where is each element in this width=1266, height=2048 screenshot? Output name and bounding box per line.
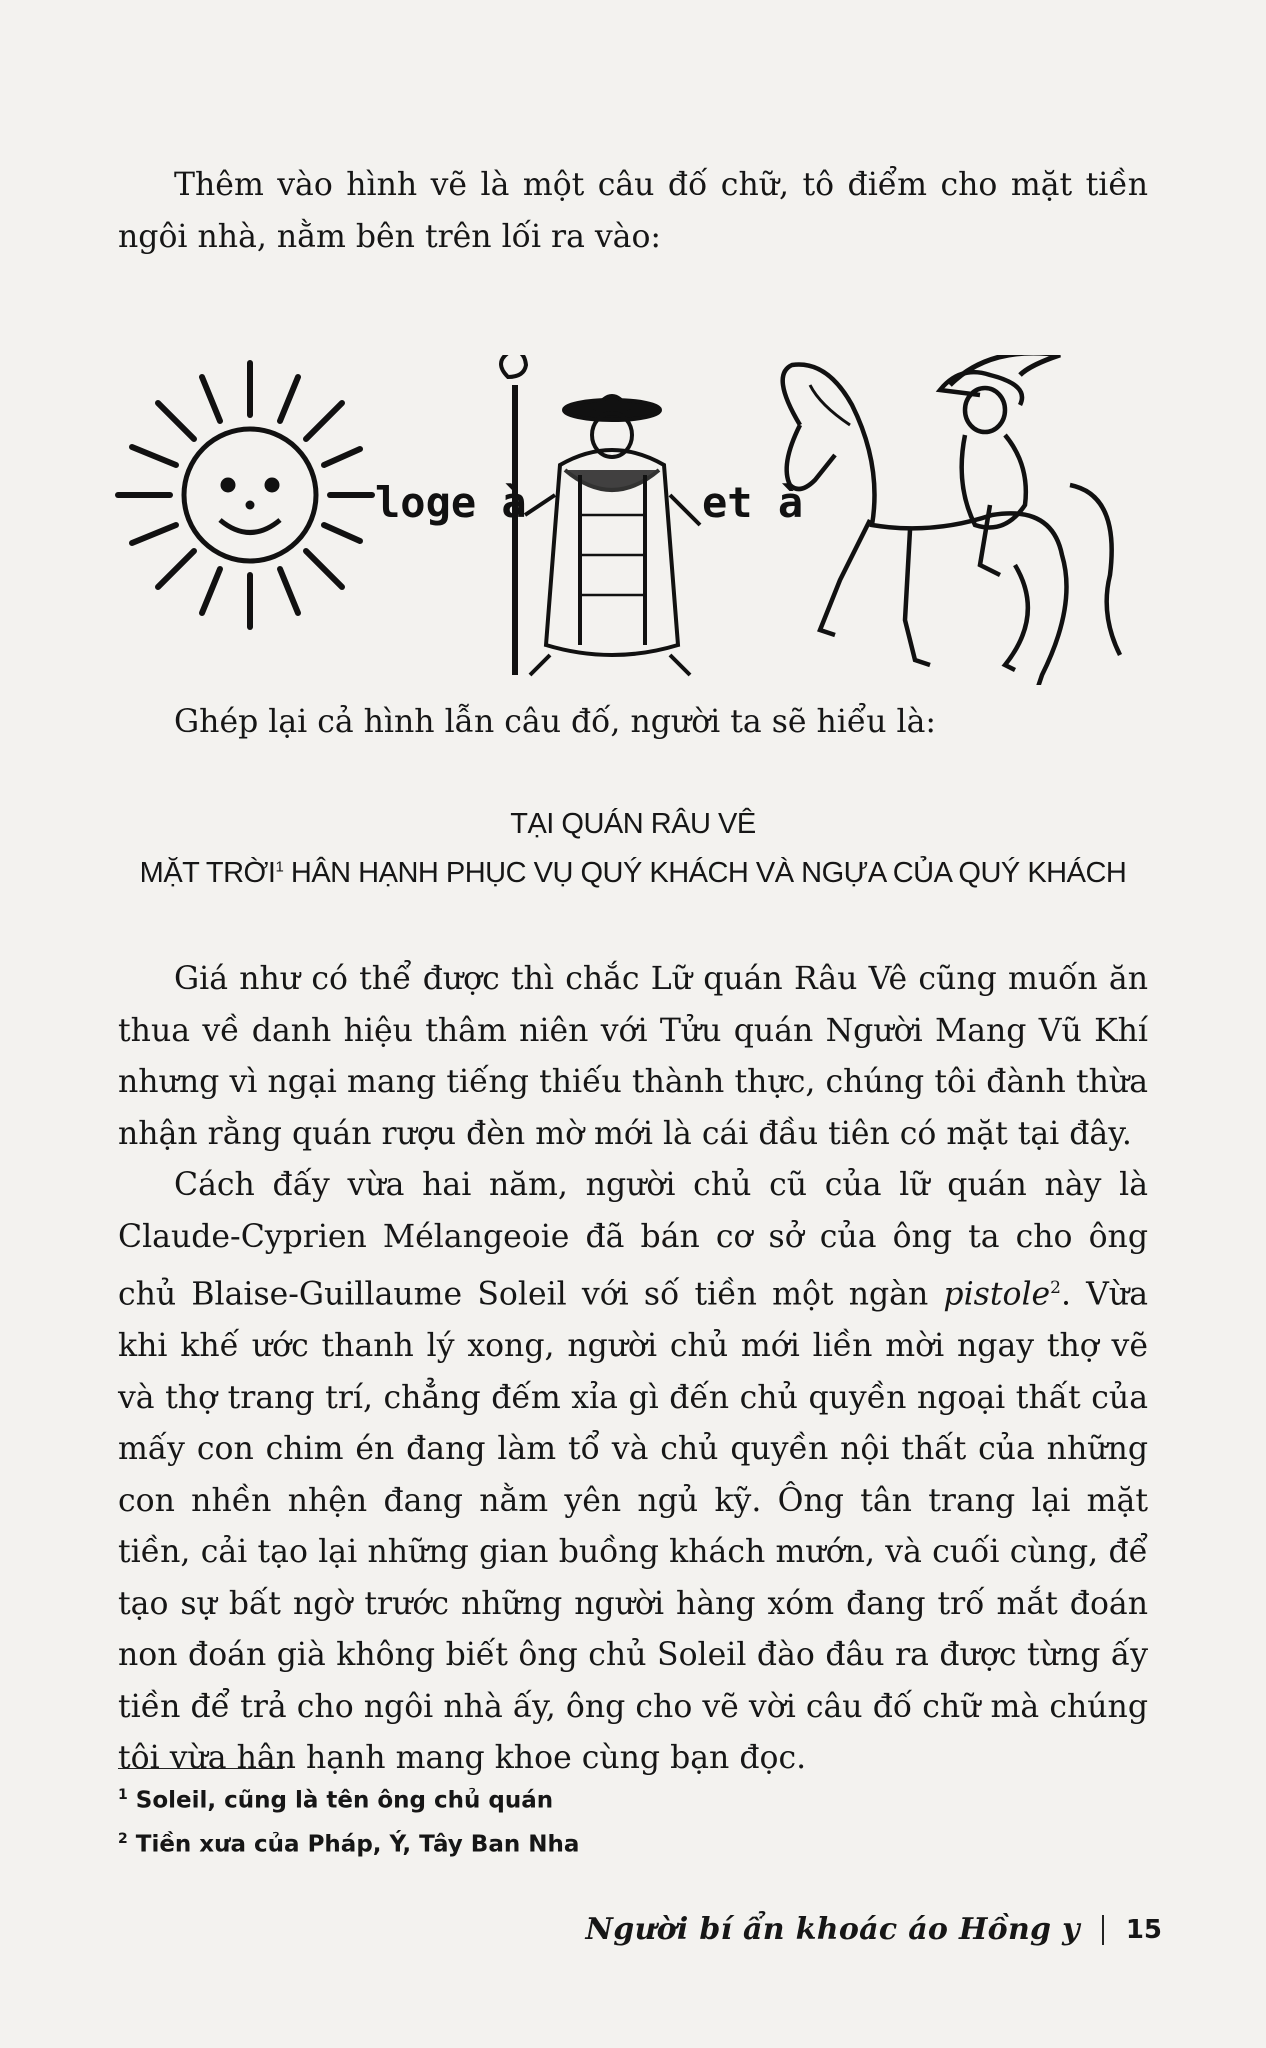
- combine-paragraph: Ghép lại cả hình lẫn câu đố, người ta sẽ hiểu là:: [174, 704, 937, 740]
- paragraph-3: Giá như có thể được thì chắc Lữ quán Râu Vê cũng muốn ăn thua về danh hiệu thâm niên với Tửu quán Người Mang Vũ Khí nhưng vì ngại mang tiếng thiếu thành thực, chúng tôi đành thừa nhận rằng quán rượu đèn mờ mới là cái đầu tiên có mặt tại đây.: [118, 961, 1148, 1152]
- page-footer: [585, 1912, 1162, 1947]
- sign-line-2: MẶT TRỜI$^1$ HÂN HẠNH PHỤC VỤ QUÝ KHÁCH VÀ NGỰA CỦA QUÝ KHÁCH: [139, 857, 1127, 889]
- sign-line-1: TẠI QUÁN RÂU VÊ: [510, 808, 756, 840]
- pistole-term: pistole: [943, 1276, 1051, 1313]
- intro-paragraph: Thêm vào hình vẽ là một câu đố chữ, tô điểm cho mặt tiền ngôi nhà, nằm bên trên lối ra vào:: [118, 167, 1148, 255]
- footer-separator: [1102, 1915, 1104, 1945]
- page-number: 15: [1125, 1914, 1162, 1945]
- rebus-text-1: loge à: [375, 478, 527, 527]
- sun-icon: [118, 363, 372, 627]
- horse-rider-icon: [783, 355, 1120, 685]
- bishop-figure-icon: [501, 355, 700, 675]
- footnote-2: $^2$ Tiền xưa của Pháp, Ý, Tây Ban Nha: [118, 1831, 580, 1858]
- rebus-text-2: et à: [702, 478, 804, 527]
- footnote-ref-2: 2: [1050, 1278, 1061, 1298]
- rebus-illustration: [110, 355, 1160, 685]
- running-title: Người bí ẩn khoác áo Hồng y: [585, 1912, 1080, 1947]
- paragraph-4: Cách đấy vừa hai năm, người chủ cũ của lữ quán này là Claude-Cyprien Mélangeoie đã bán cơ sở của ông ta cho ông chủ Blaise-Guillaume Soleil với số tiền một ngàn pistole$^2$. Vừa khi khế ước thanh lý xong, người chủ mới liền mời ngay thợ vẽ và thợ trang trí, chẳng đếm xỉa gì đến chủ quyền ngoại thất của mấy con chim én đang làm tổ và chủ quyền nội thất của những con nhền nhện đang nằm yên ngủ kỹ. Ông tân trang lại mặt tiền, cải tạo lại những gian buồng khách mướn, và cuối cùng, để tạo sự bất ngờ trước những người hàng xóm đang trố mắt đoán non đoán già không biết ông chủ Soleil đào đâu ra được từng ấy tiền để trả cho ngôi nhà ấy, ông cho vẽ vời câu đố chữ mà chúng tôi vừa hân hạnh mang khoe cùng bạn đọc.: [118, 1167, 1148, 1776]
- footnote-1: $^1$ Soleil, cũng là tên ông chủ quán: [118, 1787, 554, 1814]
- footnote-divider: [118, 1768, 283, 1769]
